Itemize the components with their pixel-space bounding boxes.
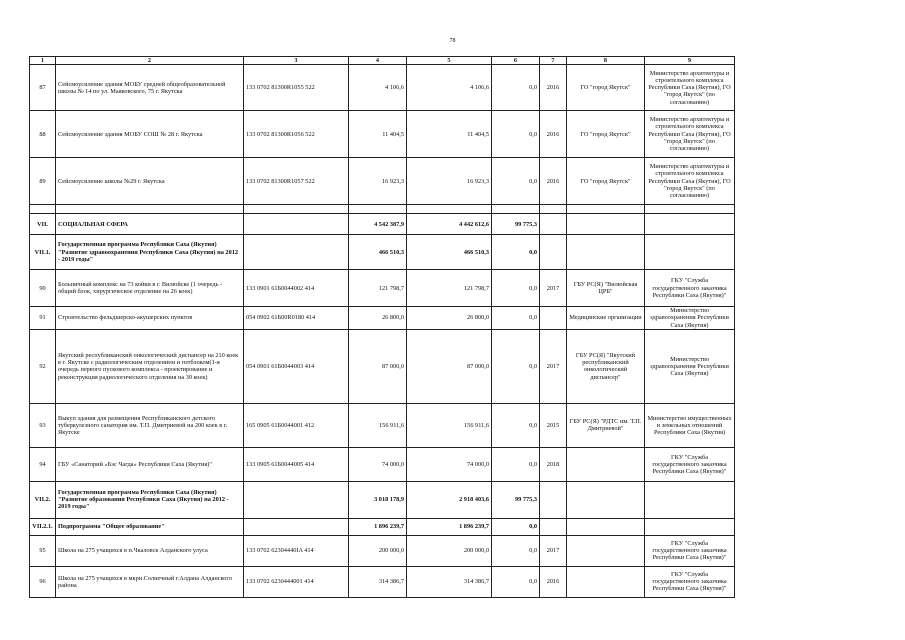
year: 2016 [540, 158, 567, 205]
recipient [567, 535, 645, 566]
amount-col5: 2 918 403,6 [407, 481, 492, 518]
year: 2016 [540, 566, 567, 597]
recipient: ГБУ РС(Я) "Вилюйская ЦРБ" [567, 270, 645, 307]
amount-col5: 121 798,7 [407, 270, 492, 307]
amount-col5: 4 442 612,6 [407, 214, 492, 235]
responsible-body: ГКУ "Служба государственного заказчика Республики Саха (Якутия)" [645, 447, 735, 481]
row-number: 91 [30, 307, 56, 330]
table-row [30, 447, 735, 481]
project-name: Якутский республиканский онкологический диспансер на 210 коек в г. Якутске с радиологическим отделением и пэтблоком(1-я очередь первого пускового комплекса - проектирование и реконструкция радиологического отделения на 30 коек) [56, 329, 244, 403]
amount-col5: 156 911,6 [407, 403, 492, 447]
budget-code [244, 205, 349, 214]
budget-code: 133 0702 6230444001 414 [244, 566, 349, 597]
section-row [30, 481, 735, 518]
amount-col6: 0,0 [492, 535, 540, 566]
recipient [567, 214, 645, 235]
year: 2016 [540, 65, 567, 111]
col-header: 9 [645, 57, 735, 65]
row-number: VII.1. [30, 235, 56, 270]
table-row [30, 270, 735, 307]
amount-col6: 0,0 [492, 111, 540, 158]
project-name: Подпрограмма "Общее образование" [56, 518, 244, 535]
responsible-body: ГКУ "Служба государственного заказчика Республики Саха (Якутия)" [645, 270, 735, 307]
col-header: 1 [30, 57, 56, 65]
total-amount: 4 106,6 [349, 65, 407, 111]
project-name: Государственная программа Республики Саха (Якутия) "Развитие здравоохранения Республики Саха (Якутия) на 2012 - 2019 годы" [56, 235, 244, 270]
table-row [30, 65, 735, 111]
page-number: 78 [449, 38, 456, 44]
budget-code: 133 0702 81300R1055 522 [244, 65, 349, 111]
table-row [30, 111, 735, 158]
amount-col6: 0,0 [492, 518, 540, 535]
section-row [30, 214, 735, 235]
row-number: 88 [30, 111, 56, 158]
total-amount: 314 386,7 [349, 566, 407, 597]
recipient [567, 235, 645, 270]
row-number: 92 [30, 329, 56, 403]
recipient: ГО "город Якутск" [567, 65, 645, 111]
total-amount: 1 896 239,7 [349, 518, 407, 535]
total-amount: 121 798,7 [349, 270, 407, 307]
total-amount: 26 800,0 [349, 307, 407, 330]
row-number: VII. [30, 214, 56, 235]
section-row [30, 518, 735, 535]
budget-code: 133 0901 61Б0044002 414 [244, 270, 349, 307]
row-number: VII.2. [30, 481, 56, 518]
budget-code [244, 481, 349, 518]
project-name: Выкуп здания для размещения Республиканского детского туберкулезного санатория им. Т.П. Дмитриевой на 200 коек в г. Якутске [56, 403, 244, 447]
table-row [30, 566, 735, 597]
amount-col6: 0,0 [492, 65, 540, 111]
investment-table [29, 56, 735, 598]
blank-row [30, 205, 735, 214]
row-number: VII.2.1. [30, 518, 56, 535]
recipient: Медицинские организации [567, 307, 645, 330]
amount-col5: 200 000,0 [407, 535, 492, 566]
row-number: 94 [30, 447, 56, 481]
row-number: 89 [30, 158, 56, 205]
responsible-body: Министерство архитектуры и строительного комплекса Республики Саха (Якутия), ГО "город Якутск" (по согласованию) [645, 65, 735, 111]
amount-col6: 0,0 [492, 235, 540, 270]
amount-col5: 11 404,5 [407, 111, 492, 158]
amount-col6: 99 775,3 [492, 481, 540, 518]
project-name: Строительство фельдшерско-акушерских пунктов [56, 307, 244, 330]
project-name: Государственная программа Республики Саха (Якутия) "Развитие образования Республики Саха (Якутия) на 2012 - 2019 годы" [56, 481, 244, 518]
year: 2017 [540, 270, 567, 307]
amount-col6: 0,0 [492, 403, 540, 447]
recipient [567, 447, 645, 481]
total-amount: 156 911,6 [349, 403, 407, 447]
year: 2017 [540, 329, 567, 403]
row-number: 87 [30, 65, 56, 111]
year [540, 481, 567, 518]
budget-code: 133 0702 81300R1057 522 [244, 158, 349, 205]
total-amount: 11 404,5 [349, 111, 407, 158]
year [540, 307, 567, 330]
recipient [567, 205, 645, 214]
responsible-body: Министерство имущественных и земельных отношений Республики Саха (Якутия) [645, 403, 735, 447]
year: 2018 [540, 447, 567, 481]
budget-code: 133 0702 81300R1056 522 [244, 111, 349, 158]
responsible-body: Министерство здравоохранения Республики Саха (Якутия) [645, 329, 735, 403]
amount-col5: 87 000,0 [407, 329, 492, 403]
table-row [30, 307, 735, 330]
amount-col5: 16 923,3 [407, 158, 492, 205]
budget-code: 165 0905 61Б0044001 412 [244, 403, 349, 447]
project-name: Школа на 275 учащихся в мкрн.Солнечный г.Алдана Алданского района [56, 566, 244, 597]
table-row [30, 329, 735, 403]
year [540, 518, 567, 535]
total-amount [349, 205, 407, 214]
row-number: 95 [30, 535, 56, 566]
amount-col6: 0,0 [492, 447, 540, 481]
responsible-body [645, 205, 735, 214]
responsible-body [645, 518, 735, 535]
total-amount: 16 923,3 [349, 158, 407, 205]
column-number-row [30, 57, 735, 65]
responsible-body: Министерство здравоохранения Республики Саха (Якутия) [645, 307, 735, 330]
table-row [30, 158, 735, 205]
col-header: 4 [349, 57, 407, 65]
year [540, 235, 567, 270]
project-name: Сейсмоусиление здания МОБУ средней общеобразовательной школы № 14 по ул. Маяковского, 75 г. Якутска [56, 65, 244, 111]
total-amount: 74 000,0 [349, 447, 407, 481]
row-number: 96 [30, 566, 56, 597]
amount-col5: 1 896 239,7 [407, 518, 492, 535]
row-number: 93 [30, 403, 56, 447]
recipient: ГБУ РС(Я) "РДТС им. Т.П. Дмитриевой" [567, 403, 645, 447]
total-amount: 466 510,3 [349, 235, 407, 270]
year: 2016 [540, 111, 567, 158]
section-row [30, 235, 735, 270]
budget-code [244, 235, 349, 270]
budget-code [244, 214, 349, 235]
responsible-body [645, 214, 735, 235]
budget-code: 054 0901 61Б0044003 414 [244, 329, 349, 403]
amount-col6: 0,0 [492, 158, 540, 205]
project-name: Сейсмоусиление здания МОБУ СОШ № 28 г. Якутска [56, 111, 244, 158]
project-name: ГБУ «Санаторий «Бэс Чагда» Республики Саха (Якутия)" [56, 447, 244, 481]
col-header: 6 [492, 57, 540, 65]
budget-code [244, 518, 349, 535]
responsible-body [645, 481, 735, 518]
year [540, 205, 567, 214]
project-name: СОЦИАЛЬНАЯ СФЕРА [56, 214, 244, 235]
amount-col6: 99 775,3 [492, 214, 540, 235]
row-number: 90 [30, 270, 56, 307]
responsible-body: ГКУ "Служба государственного заказчика Республики Саха (Якутия)" [645, 566, 735, 597]
total-amount: 3 018 178,9 [349, 481, 407, 518]
col-header: 3 [244, 57, 349, 65]
amount-col5: 466 510,3 [407, 235, 492, 270]
responsible-body: Министерство архитектуры и строительного комплекса Республики Саха (Якутия), ГО "город Якутск" (по согласованию) [645, 158, 735, 205]
amount-col6: 0,0 [492, 329, 540, 403]
amount-col6 [492, 205, 540, 214]
total-amount: 4 542 387,9 [349, 214, 407, 235]
budget-code: 054 0902 61Б00R0180 414 [244, 307, 349, 330]
year [540, 214, 567, 235]
amount-col5: 74 000,0 [407, 447, 492, 481]
col-header: 8 [567, 57, 645, 65]
table-row [30, 403, 735, 447]
recipient: ГО "город Якутск" [567, 111, 645, 158]
year: 2015 [540, 403, 567, 447]
project-name [56, 205, 244, 214]
amount-col5: 4 106,6 [407, 65, 492, 111]
amount-col5: 26 800,0 [407, 307, 492, 330]
responsible-body: ГКУ "Служба государственного заказчика Республики Саха (Якутия)" [645, 535, 735, 566]
year: 2017 [540, 535, 567, 566]
amount-col6: 0,0 [492, 566, 540, 597]
table-row [30, 535, 735, 566]
col-header: 7 [540, 57, 567, 65]
project-name: Больничный комплекс на 73 койки в г. Вилюйске (1 очередь - общий блок, хирургическое отделение на 26 коек) [56, 270, 244, 307]
budget-code: 133 0905 61Б0044005 414 [244, 447, 349, 481]
amount-col6: 0,0 [492, 270, 540, 307]
col-header: 2 [56, 57, 244, 65]
amount-col5: 314 386,7 [407, 566, 492, 597]
recipient [567, 566, 645, 597]
recipient [567, 481, 645, 518]
amount-col6: 0,0 [492, 307, 540, 330]
project-name: Сейсмоусиление школы №29 г. Якутска [56, 158, 244, 205]
total-amount: 87 000,0 [349, 329, 407, 403]
responsible-body [645, 235, 735, 270]
budget-code: 133 0702 62304440IA 414 [244, 535, 349, 566]
recipient: ГБУ РС(Я) "Якутский республиканский онкологический диспансер" [567, 329, 645, 403]
recipient [567, 518, 645, 535]
recipient: ГО "город Якутск" [567, 158, 645, 205]
amount-col5 [407, 205, 492, 214]
col-header: 5 [407, 57, 492, 65]
responsible-body: Министерство архитектуры и строительного комплекса Республики Саха (Якутия), ГО "город Якутск" (по согласованию) [645, 111, 735, 158]
row-number [30, 205, 56, 214]
project-name: Школа на 275 учащихся в п.Чкаловск Алданского улуса [56, 535, 244, 566]
total-amount: 200 000,0 [349, 535, 407, 566]
